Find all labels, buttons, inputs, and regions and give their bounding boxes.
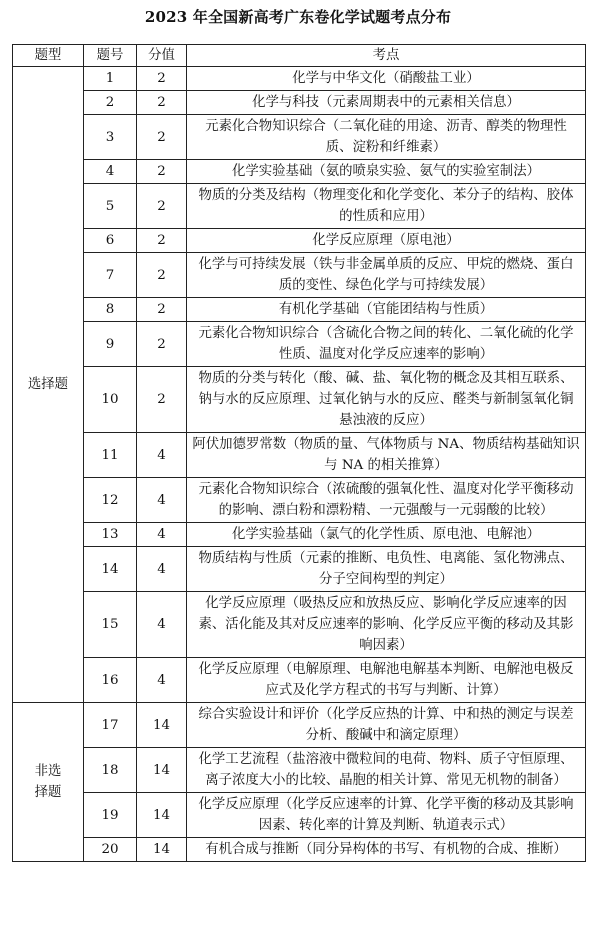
exam-point-cell: 元素化合物知识综合（二氧化硅的用途、沥青、醇类的物理性质、淀粉和纤维素）: [187, 115, 586, 160]
question-type-cell: 选择题: [13, 67, 84, 703]
question-number-cell: 13: [84, 523, 137, 547]
score-cell: 2: [137, 91, 187, 115]
table-row: [13, 523, 586, 547]
header-score: 分值: [137, 45, 187, 67]
table-row: [13, 748, 586, 793]
question-number-cell: 14: [84, 547, 137, 592]
score-cell: 2: [137, 298, 187, 322]
table-row: [13, 91, 586, 115]
exam-point-cell: 化学反应原理（吸热反应和放热反应、影响化学反应速率的因素、活化能及其对反应速率的影响、化学反应平衡的移动及其影响因素）: [187, 592, 586, 658]
table-row: [13, 703, 586, 748]
question-number-cell: 3: [84, 115, 137, 160]
exam-point-cell: 化学与中华文化（硝酸盐工业）: [187, 67, 586, 91]
question-number-cell: 7: [84, 253, 137, 298]
exam-point-cell: 化学工艺流程（盐溶液中微粒间的电荷、物料、质子守恒原理、离子浓度大小的比较、晶胞的相关计算、常见无机物的制备）: [187, 748, 586, 793]
exam-point-cell: 化学反应原理（化学反应速率的计算、化学平衡的移动及其影响因素、转化率的计算及判断、轨道表示式）: [187, 793, 586, 838]
score-cell: 2: [137, 322, 187, 367]
question-number-cell: 10: [84, 367, 137, 433]
table-row: [13, 67, 586, 91]
exam-point-cell: 阿伏加德罗常数（物质的量、气体物质与 NA、物质结构基础知识与 NA 的相关推算）: [187, 433, 586, 478]
question-number-cell: 9: [84, 322, 137, 367]
table-row: [13, 793, 586, 838]
table-row: [13, 322, 586, 367]
score-cell: 14: [137, 748, 187, 793]
table-header-row: [13, 45, 586, 67]
question-number-cell: 4: [84, 160, 137, 184]
exam-point-cell: 有机合成与推断（同分异构体的书写、有机物的合成、推断）: [187, 838, 586, 862]
exam-point-cell: 物质的分类与转化（酸、碱、盐、氧化物的概念及其相互联系、钠与水的反应原理、过氧化钠与水的反应、醛类与新制氢氧化铜悬浊液的反应）: [187, 367, 586, 433]
score-cell: 2: [137, 184, 187, 229]
exam-point-cell: 化学实验基础（氯气的化学性质、原电池、电解池）: [187, 523, 586, 547]
score-cell: 2: [137, 253, 187, 298]
score-cell: 4: [137, 523, 187, 547]
table-row: [13, 547, 586, 592]
score-cell: 4: [137, 478, 187, 523]
table-row: [13, 253, 586, 298]
question-number-cell: 19: [84, 793, 137, 838]
exam-point-cell: 化学实验基础（氨的喷泉实验、氨气的实验室制法）: [187, 160, 586, 184]
score-cell: 14: [137, 703, 187, 748]
table-row: [13, 367, 586, 433]
exam-point-cell: 综合实验设计和评价（化学反应热的计算、中和热的测定与误差分析、酸碱中和滴定原理）: [187, 703, 586, 748]
question-number-cell: 8: [84, 298, 137, 322]
question-number-cell: 1: [84, 67, 137, 91]
question-number-cell: 20: [84, 838, 137, 862]
question-number-cell: 5: [84, 184, 137, 229]
table-row: [13, 184, 586, 229]
exam-point-cell: 元素化合物知识综合（浓硫酸的强氧化性、温度对化学平衡移动的影响、漂白粉和漂粉精、一元强酸与一元弱酸的比较）: [187, 478, 586, 523]
question-number-cell: 11: [84, 433, 137, 478]
exam-point-cell: 物质结构与性质（元素的推断、电负性、电离能、氢化物沸点、分子空间构型的判定）: [187, 547, 586, 592]
table-row: [13, 433, 586, 478]
exam-point-cell: 化学反应原理（电解原理、电解池电解基本判断、电解池电极反应式及化学方程式的书写与判断、计算）: [187, 658, 586, 703]
exam-point-cell: 化学反应原理（原电池）: [187, 229, 586, 253]
question-number-cell: 15: [84, 592, 137, 658]
header-type: 题型: [13, 45, 84, 67]
table-row: [13, 478, 586, 523]
exam-point-cell: 化学与可持续发展（铁与非金属单质的反应、甲烷的燃烧、蛋白质的变性、绿色化学与可持续发展）: [187, 253, 586, 298]
question-number-cell: 12: [84, 478, 137, 523]
score-cell: 2: [137, 67, 187, 91]
header-point: 考点: [187, 45, 586, 67]
exam-point-cell: 元素化合物知识综合（含硫化合物之间的转化、二氧化硫的化学性质、温度对化学反应速率的影响）: [187, 322, 586, 367]
question-number-cell: 17: [84, 703, 137, 748]
question-number-cell: 16: [84, 658, 137, 703]
score-cell: 4: [137, 433, 187, 478]
question-number-cell: 18: [84, 748, 137, 793]
question-number-cell: 6: [84, 229, 137, 253]
page-title: 2023 年全国新高考广东卷化学试题考点分布: [144, 8, 452, 26]
table-row: [13, 658, 586, 703]
table-row: [13, 115, 586, 160]
table-row: [13, 298, 586, 322]
score-cell: 2: [137, 115, 187, 160]
score-cell: 2: [137, 160, 187, 184]
question-type-cell: 非选择题: [13, 703, 84, 862]
table-body: [13, 67, 586, 862]
exam-point-cell: 有机化学基础（官能团结构与性质）: [187, 298, 586, 322]
score-cell: 2: [137, 229, 187, 253]
exam-point-cell: 化学与科技（元素周期表中的元素相关信息）: [187, 91, 586, 115]
table-row: [13, 592, 586, 658]
score-cell: 14: [137, 793, 187, 838]
score-cell: 2: [137, 367, 187, 433]
question-number-cell: 2: [84, 91, 137, 115]
score-cell: 14: [137, 838, 187, 862]
score-cell: 4: [137, 547, 187, 592]
score-cell: 4: [137, 658, 187, 703]
score-cell: 4: [137, 592, 187, 658]
table-row: [13, 160, 586, 184]
table-row: [13, 838, 586, 862]
header-num: 题号: [84, 45, 137, 67]
table-row: [13, 229, 586, 253]
exam-point-cell: 物质的分类及结构（物理变化和化学变化、苯分子的结构、胶体的性质和应用）: [187, 184, 586, 229]
exam-point-table: [12, 44, 586, 862]
